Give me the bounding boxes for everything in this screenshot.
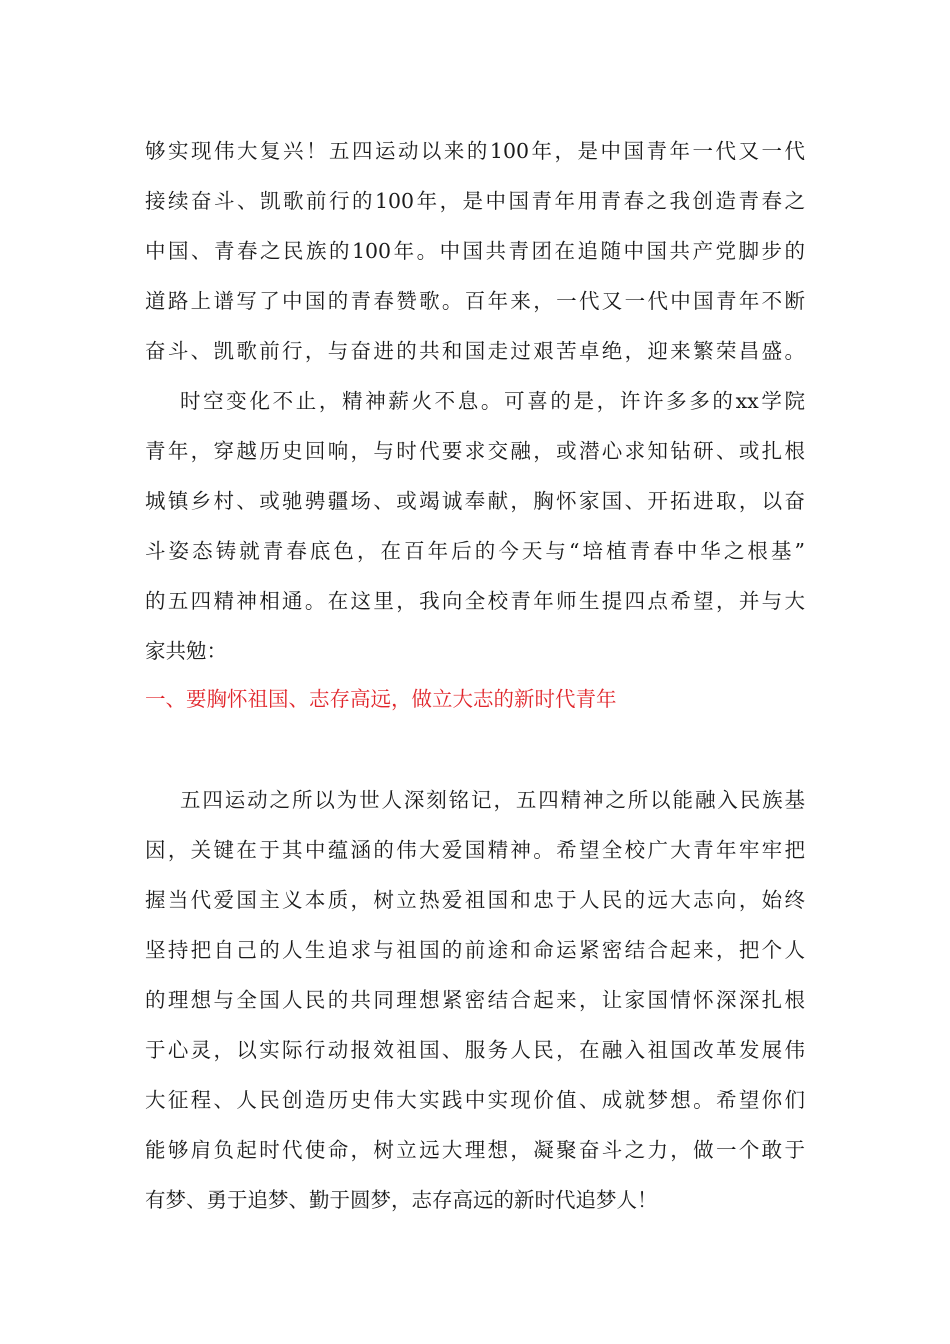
paragraph-2-line: 青年，穿越历史回响，与时代要求交融，或潜心求知钻研、或扎根 [145,439,805,463]
paragraph-1-line: 接续奋斗、凯歌前行的100年，是中国青年用青春之我创造青春之 [145,189,805,213]
paragraph-2-line: 的五四精神相通。在这里，我向全校青年师生提四点希望，并与大 [145,589,805,613]
paragraph-3-line: 五四运动之所以为世人深刻铭记，五四精神之所以能融入民族基 [180,788,805,812]
paragraph-1-line: 够实现伟大复兴！五四运动以来的100年，是中国青年一代又一代 [145,139,805,163]
paragraph-2-line: 城镇乡村、或驰骋疆场、或竭诚奉献，胸怀家国、开拓进取，以奋 [145,489,805,513]
paragraph-3-line: 握当代爱国主义本质，树立热爱祖国和忠于人民的远大志向，始终 [145,888,805,912]
paragraph-3-line: 能够肩负起时代使命，树立远大理想，凝聚奋斗之力，做一个敢于 [145,1138,805,1162]
paragraph-3-line: 大征程、人民创造历史伟大实践中实现价值、成就梦想。希望你们 [145,1088,805,1112]
paragraph-2-line: 时空变化不止，精神薪火不息。可喜的是，许许多多的xx学院 [180,389,805,413]
paragraph-3-line: 于心灵，以实际行动报效祖国、服务人民，在融入祖国改革发展伟 [145,1038,805,1062]
paragraph-1-line: 道路上谱写了中国的青春赞歌。百年来，一代又一代中国青年不断 [145,289,805,313]
section-heading: 一、要胸怀祖国、志存高远，做立大志的新时代青年 [145,687,617,711]
paragraph-1-line: 奋斗、凯歌前行，与奋进的共和国走过艰苦卓绝，迎来繁荣昌盛。 [145,339,805,363]
paragraph-3-line: 的理想与全国人民的共同理想紧密结合起来，让家国情怀深深扎根 [145,988,805,1012]
paragraph-2-line: 斗姿态铸就青春底色，在百年后的今天与“培植青春中华之根基” [145,539,805,563]
paragraph-3-line: 坚持把自己的人生追求与祖国的前途和命运紧密结合起来，把个人 [145,938,805,962]
paragraph-1-line: 中国、青春之民族的100年。中国共青团在追随中国共产党脚步的 [145,239,805,263]
paragraph-2-line: 家共勉： [145,639,227,663]
paragraph-3-line: 有梦、勇于追梦、勤于圆梦，志存高远的新时代追梦人！ [145,1188,658,1212]
paragraph-3-line: 因，关键在于其中蕴涵的伟大爱国精神。希望全校广大青年牢牢把 [145,838,805,862]
